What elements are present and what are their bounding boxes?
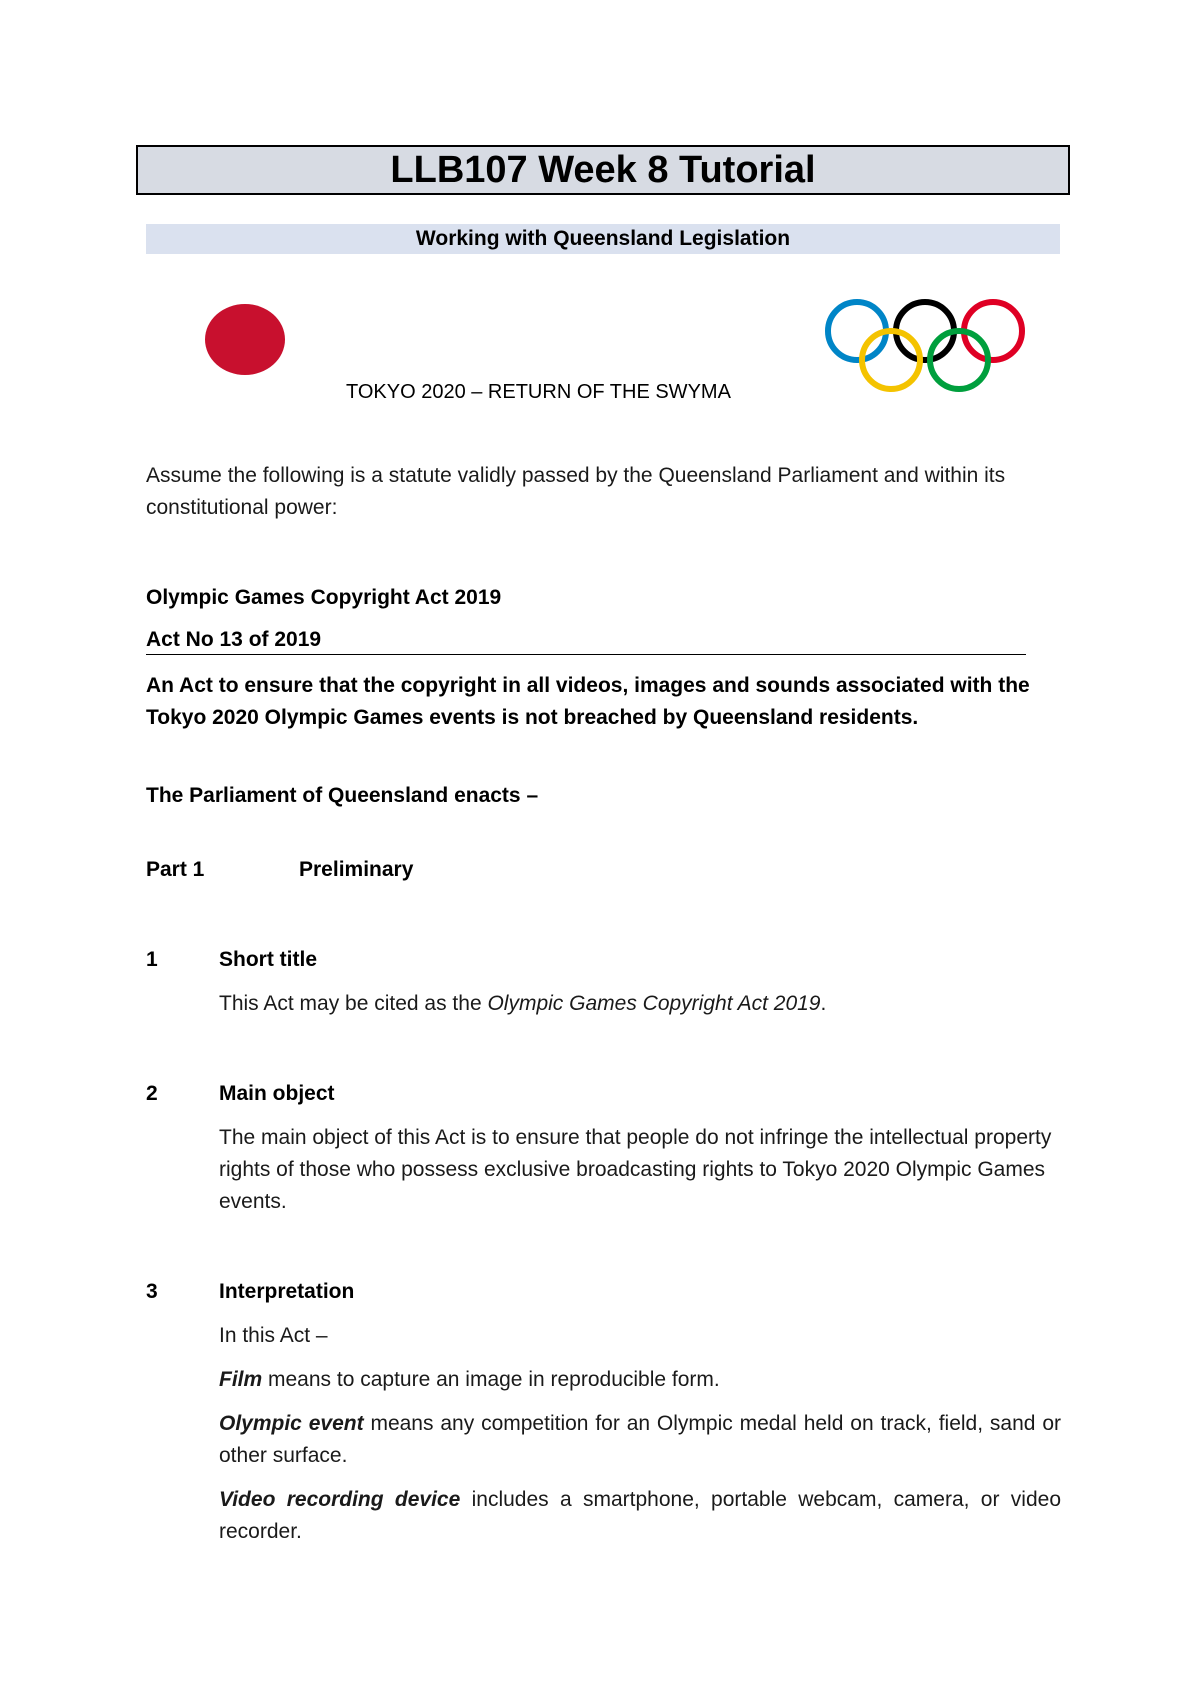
section-3-number: 3: [146, 1280, 158, 1303]
part-title: Preliminary: [299, 858, 414, 881]
ring-blue: [828, 302, 886, 360]
section-2-heading: Main object: [219, 1082, 335, 1105]
intro-paragraph: Assume the following is a statute validly passed by the Queensland Parliament and within its constitutional power:: [146, 464, 1006, 519]
ring-red: [964, 302, 1022, 360]
definition-video-recording-device-term: Video recording device: [219, 1488, 461, 1511]
definition-film-text: means to capture an image in reproducible form.: [262, 1368, 720, 1391]
ring-green: [930, 331, 988, 389]
act-long-title: An Act to ensure that the copyright in all videos, images and sounds associated with the Tokyo 2020 Olympic Games events is not breached by Queensland residents.: [146, 674, 1030, 729]
section-2-text: The main object of this Act is to ensure that people do not infringe the intellectual property rights of those who possess exclusive broadcasting rights to Tokyo 2020 Olympic Games events.: [219, 1126, 1052, 1213]
act-number: [146, 626, 1026, 655]
definition-olympic-event-term: Olympic event: [219, 1412, 364, 1435]
document-title: LLB107 Week 8 Tutorial: [390, 149, 816, 191]
olympic-rings-icon: [820, 296, 1030, 396]
document-title-box: [136, 145, 1070, 195]
section-1-text: [219, 988, 1061, 1020]
definition-olympic-event-text: means any competition for an Olympic medal held on track, field, sand or other surface.: [219, 1412, 1061, 1467]
act-number-text: Act No 13 of 2019: [146, 628, 322, 651]
japan-flag-circle-icon: [205, 304, 285, 375]
ring-yellow: [862, 331, 920, 389]
act-name: Olympic Games Copyright Act 2019: [146, 586, 502, 609]
section-3-intro: In this Act –: [219, 1324, 328, 1347]
subtitle-band: [146, 224, 1060, 254]
section-1-number: 1: [146, 948, 158, 971]
enacting-formula: The Parliament of Queensland enacts –: [146, 784, 539, 807]
definition-video-recording-device-text: includes a smartphone, portable webcam, camera, or video recorder.: [219, 1488, 1061, 1543]
ring-black: [896, 302, 954, 360]
banner-caption: TOKYO 2020 – RETURN OF THE SWYMA: [346, 381, 731, 403]
section-1-act-citation: Olympic Games Copyright Act 2019: [487, 992, 821, 1015]
part-label: Part 1: [146, 858, 205, 881]
section-3-heading: Interpretation: [219, 1280, 355, 1303]
definition-film: [219, 1364, 1061, 1396]
section-2-number: 2: [146, 1082, 158, 1105]
definition-video-recording-device: [219, 1484, 1061, 1548]
document-subtitle: Working with Queensland Legislation: [415, 227, 791, 250]
definition-film-term: Film: [219, 1368, 263, 1391]
definition-olympic-event: [219, 1408, 1061, 1472]
section-1-text-pre: This Act may be cited as the: [219, 992, 488, 1015]
section-1-text-post: .: [820, 992, 827, 1015]
section-1-heading: Short title: [219, 948, 317, 971]
